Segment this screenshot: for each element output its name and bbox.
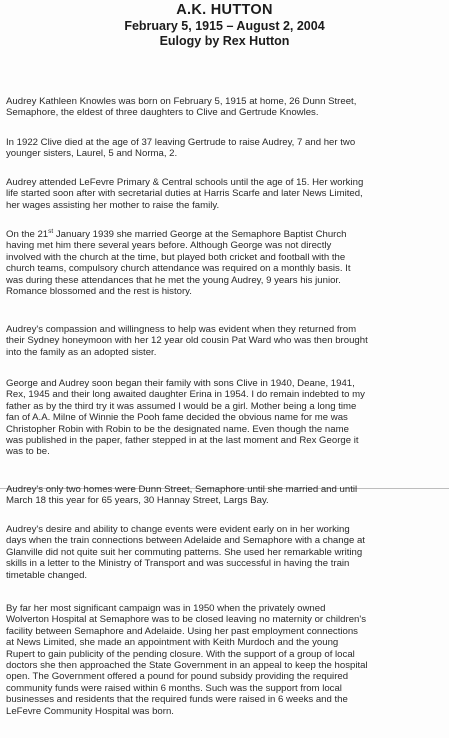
life-dates: February 5, 1915 – August 2, 2004	[124, 19, 325, 33]
text-line: Wolverton Hospital at Semaphore was to be closed leaving no maternity or children's	[6, 614, 367, 626]
text-line: church teams, compulsory church attendance was required on a monthly basis. It	[6, 263, 351, 275]
text-line: Christopher Robin with Robin to be the designated name. Even though the name	[6, 423, 349, 435]
text-line: fan of A.A. Milne of Winnie the Pooh fame decided the obvious name for me was	[6, 412, 348, 424]
text-line: Audrey's only two homes were Dunn Street, Semaphore until she married and until	[6, 484, 358, 495]
text-line: her wages assisting her mother to raise the family.	[6, 199, 220, 211]
text-line: By far her most significant campaign was in 1950 when the privately owned	[6, 603, 326, 614]
paragraph-father-death	[6, 137, 444, 160]
paragraph-marriage	[6, 229, 444, 297]
text-line: Rupert to gain publicity of the pending closure. With the support of a group of local	[6, 648, 355, 660]
eulogy-body	[6, 0, 444, 738]
text-line: days when the train connections between Adelaide and Semaphore with a change at	[6, 535, 365, 547]
text-line: Audrey attended LeFevre Primary & Central schools until the age of 15. Her working	[6, 177, 364, 188]
paragraph-schooling	[6, 177, 444, 211]
text-line: Glanville did not quite suit her commuting patterns. She used her remarkable writing	[6, 546, 363, 558]
text-line: George and Audrey soon began their family with sons Clive in 1940, Deane, 1941,	[6, 378, 355, 389]
text-line: Semaphore, the eldest of three daughters to Clive and Gertrude Knowles.	[6, 107, 319, 119]
eulogy-author: Eulogy by Rex Hutton	[159, 34, 290, 48]
text-line: skills in a letter to the Ministry of Transport and was successful in having the train	[6, 558, 350, 570]
text-line: involved with the church at the time, but played both cricket and football with the	[6, 251, 346, 263]
text-line: was to be.	[6, 446, 50, 458]
text-line: father as by the third try it was assumed I would be a girl. Mother being a long time	[6, 400, 357, 412]
text-line: Audrey Kathleen Knowles was born on February 5, 1915 at home, 26 Dunn Street,	[6, 96, 357, 107]
text-line: LeFevre Community Hospital was born.	[6, 705, 174, 717]
text-line: community funds were raised within 6 months. Such was the support from local	[6, 682, 342, 694]
text-line: open. The Government offered a pound for pound subsidy providing the required	[6, 671, 349, 683]
text-line: life started soon after with secretarial duties at Harris Scarfe and later News Limited,	[6, 188, 363, 200]
paragraph-hospital-campaign	[6, 603, 444, 717]
text-line: was published in the paper, father stepped in at the last moment and Rex George it	[6, 435, 359, 447]
text-line: was during these attendances that he met the young Audrey, 9 years his junior.	[6, 274, 341, 286]
text-line: into the family as an adopted sister.	[6, 346, 157, 358]
paragraph-adopted-sister	[6, 324, 444, 358]
text-line: March 18 this year for 65 years, 30 Hannay Street, Largs Bay.	[6, 495, 269, 507]
text-line: facility between Semaphore and Adelaide. Using her past employment connections	[6, 625, 358, 637]
text-line: Romance blossomed and the rest is history.	[6, 286, 192, 298]
paragraph-birth	[6, 96, 444, 119]
document-title: A.K. HUTTON	[176, 2, 273, 18]
text-line: having met him there several years before. Although George was not directly	[6, 240, 332, 252]
text-line: In 1922 Clive died at the age of 37 leaving Gertrude to raise Audrey, 7 and her two	[6, 137, 356, 148]
text-line: Audrey's compassion and willingness to help was evident when they returned from	[6, 324, 357, 335]
text-line: businesses and residents that the required funds were raised in 6 weeks and the	[6, 694, 348, 706]
text-line: On the 21st January 1939 she married George at the Semaphore Baptist Church	[6, 227, 347, 240]
text-line: at News Limited, she made an appointment with Keith Murdoch and the young	[6, 637, 339, 649]
paragraph-train-timetable	[6, 524, 444, 581]
text-line: doctors she then approached the State Government in an appeal to keep the hospital	[6, 660, 368, 672]
text-line: their Sydney honeymoon with her 12 year old cousin Pat Ward who was then brought	[6, 335, 368, 347]
paragraph-homes	[6, 484, 444, 507]
text-line: timetable changed.	[6, 569, 88, 581]
paragraph-family	[6, 378, 444, 458]
text-line: younger sisters, Laurel, 5 and Norma, 2.	[6, 148, 178, 160]
text-line: Audrey's desire and ability to change events were evident early on in her working	[6, 524, 350, 535]
text-line: Rex, 1945 and their long awaited daughter Erina in 1954. I do remain indebted to my	[6, 389, 365, 401]
